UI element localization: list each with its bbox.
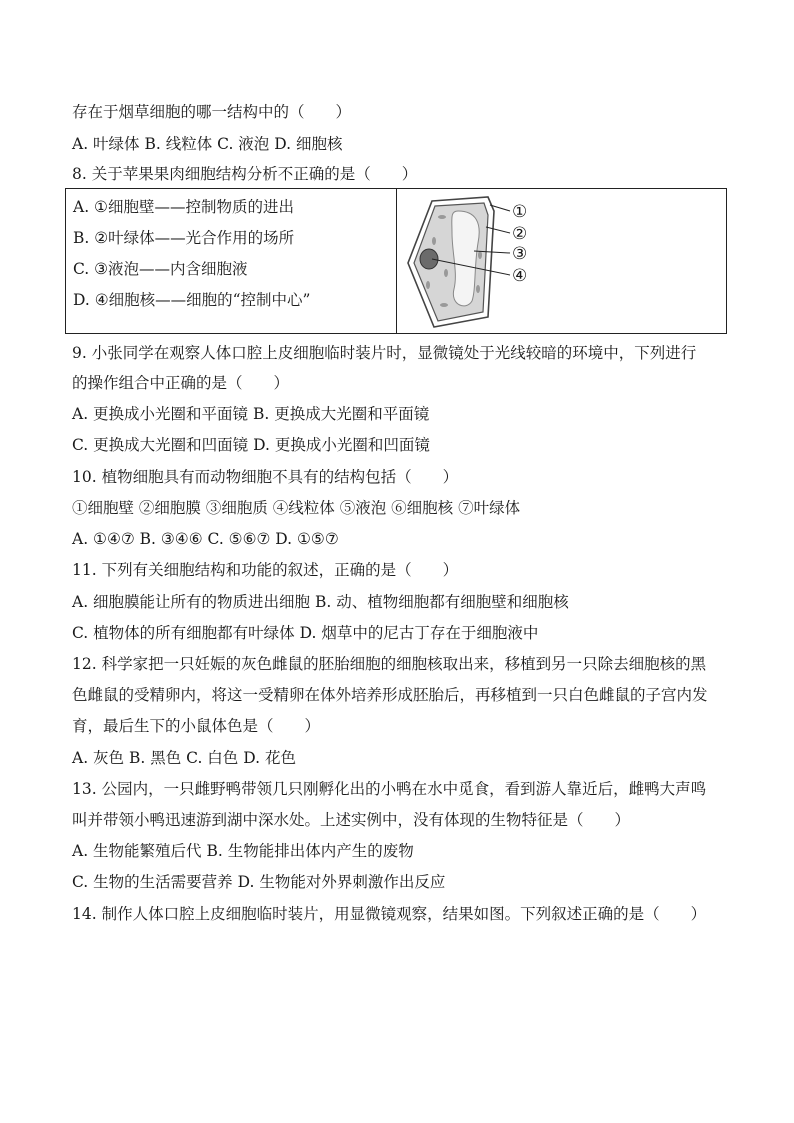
label-1: ① — [512, 202, 528, 222]
q11-options-ab: A. 细胞膜能让所有的物质进出细胞 B. 动、植物细胞都有细胞壁和细胞核 — [72, 593, 569, 611]
q10-items: ①细胞壁 ②细胞膜 ③细胞质 ④线粒体 ⑤液泡 ⑥细胞核 ⑦叶绿体 — [72, 499, 521, 517]
plant-cell-diagram — [402, 193, 562, 331]
q10-stem: 10. 植物细胞具有而动物细胞不具有的结构包括（ ） — [72, 468, 459, 486]
q13-stem-2: 叫并带领小鸭迅速游到湖中深水处。上述实例中，没有体现的生物特征是（ ） — [72, 811, 631, 829]
q14-stem: 14. 制作人体口腔上皮细胞临时装片，用显微镜观察，结果如图。下列叙述正确的是（ ） — [72, 905, 707, 923]
q8-option-c: C. ③液泡——内含细胞液 — [73, 260, 248, 278]
chloroplast — [478, 251, 482, 259]
q13-options-cd: C. 生物的生活需要营养 D. 生物能对外界刺激作出反应 — [72, 873, 446, 891]
q12-stem-2: 色雌鼠的受精卵内，将这一受精卵在体外培养形成胚胎后，再移植到一只白色雌鼠的子宫内发 — [72, 686, 708, 704]
label-4: ④ — [512, 266, 528, 286]
q12-options: A. 灰色 B. 黑色 C. 白色 D. 花色 — [72, 749, 296, 767]
chloroplast — [440, 303, 448, 307]
q12-stem-3: 育，最后生下的小鼠体色是（ ） — [72, 717, 321, 735]
q9-options-ab: A. 更换成小光圈和平面镜 B. 更换成大光圈和平面镜 — [72, 405, 430, 423]
q8-option-d: D. ④细胞核——细胞的“控制中心” — [73, 291, 311, 309]
label-3: ③ — [512, 244, 528, 264]
q8-table — [65, 188, 727, 334]
q7-stem-tail: 存在于烟草细胞的哪一结构中的（ ） — [72, 103, 352, 121]
chloroplast — [438, 215, 446, 219]
q8-stem: 8. 关于苹果果肉细胞结构分析不正确的是（ ） — [72, 165, 418, 183]
q11-stem: 11. 下列有关细胞结构和功能的叙述，正确的是（ ） — [72, 561, 459, 579]
q11-options-cd: C. 植物体的所有细胞都有叶绿体 D. 烟草中的尼古丁存在于细胞液中 — [72, 624, 539, 642]
q13-options-ab: A. 生物能繁殖后代 B. 生物能排出体内产生的废物 — [72, 842, 414, 860]
chloroplast — [426, 281, 430, 289]
q12-stem-1: 12. 科学家把一只妊娠的灰色雌鼠的胚胎细胞的细胞核取出来，移植到另一只除去细胞核的黑 — [72, 655, 707, 673]
nucleus — [420, 249, 438, 269]
chloroplast — [432, 237, 436, 245]
q7-options: A. 叶绿体 B. 线粒体 C. 液泡 D. 细胞核 — [72, 135, 343, 153]
label-2: ② — [512, 224, 528, 244]
q8-option-a: A. ①细胞壁——控制物质的进出 — [73, 198, 294, 216]
q9-stem-2: 的操作组合中正确的是（ ） — [72, 374, 290, 392]
table-divider — [396, 189, 397, 333]
chloroplast — [444, 269, 448, 277]
chloroplast — [476, 285, 480, 293]
q8-option-b: B. ②叶绿体——光合作用的场所 — [73, 229, 295, 247]
q10-options: A. ①④⑦ B. ③④⑥ C. ⑤⑥⑦ D. ①⑤⑦ — [72, 530, 339, 548]
q13-stem-1: 13. 公园内，一只雌野鸭带领几只刚孵化出的小鸭在水中觅食，看到游人靠近后，雌鸭大声鸣 — [72, 780, 707, 798]
q9-options-cd: C. 更换成大光圈和凹面镜 D. 更换成小光圈和凹面镜 — [72, 436, 430, 454]
q9-stem-1: 9. 小张同学在观察人体口腔上皮细胞临时装片时，显微镜处于光线较暗的环境中，下列进行 — [72, 344, 697, 362]
